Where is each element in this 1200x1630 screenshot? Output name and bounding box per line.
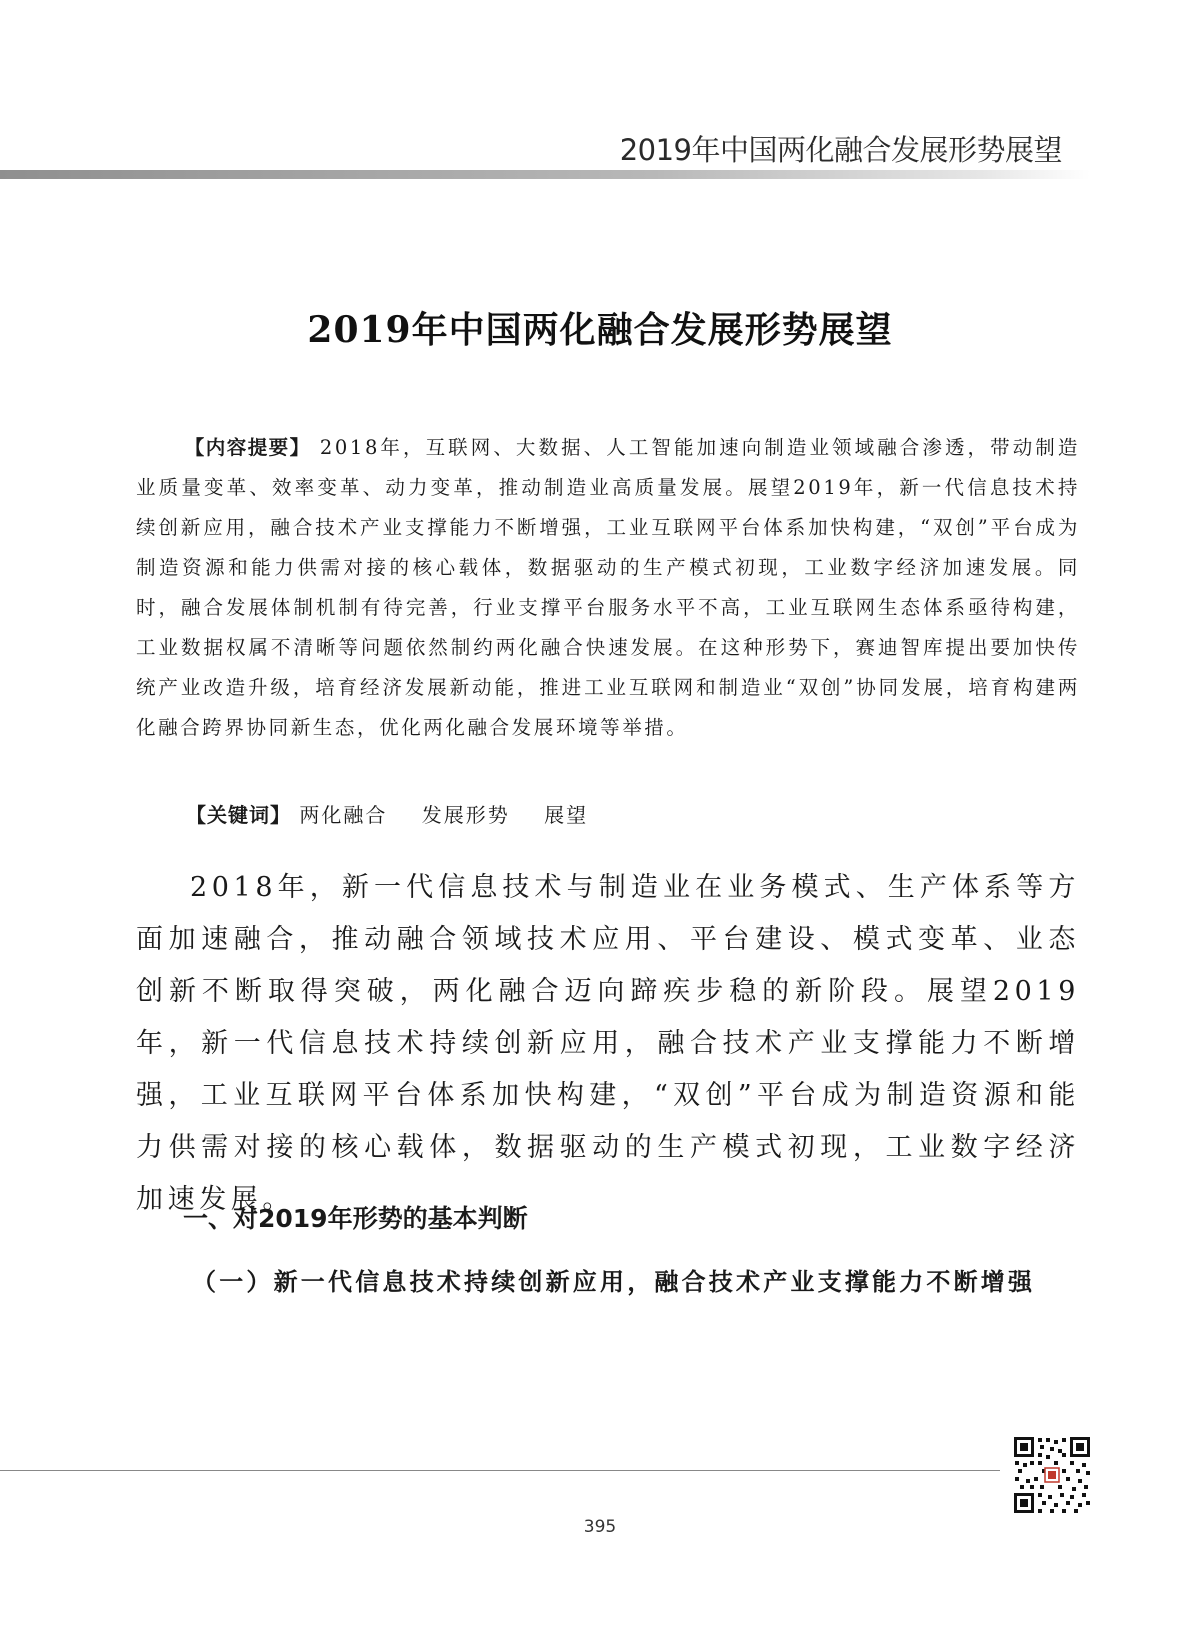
footer-divider <box>0 1470 1000 1471</box>
abstract-text: 2018年，互联网、大数据、人工智能加速向制造业领域融合渗透，带动制造业质量变革、效率变革、动力变革，推动制造业高质量发展。展望2019年，新一代信息技术持续创新应用，融合技术产业支撑能力不断增强，工业互联网平台体系加快构建，“双创”平台成为制造资源和能力供需对接的核心载体，数据驱动的生产模式初现，工业数字经济加速发展。同时，融合发展体制机制有待完善，行业支撑平台服务水平不高，工业互联网生态体系亟待构建，工业数据权属不清晰等问题依然制约两化融合快速发展。在这种形势下，赛迪智库提出要加快传统产业改造升级，培育经济发展新动能，推进工业互联网和制造业“双创”协同发展，培育构建两化融合跨界协同新生态，优化两化融合发展环境等举措。 <box>136 436 1080 739</box>
body-paragraph: 2018年，新一代信息技术与制造业在业务模式、生产体系等方面加速融合，推动融合领域技术应用、平台建设、模式变革、业态创新不断取得突破，两化融合迈向蹄疾步稳的新阶段。展望2019年，新一代信息技术持续创新应用，融合技术产业支撑能力不断增强，工业互联网平台体系加快构建，“双创”平台成为制造资源和能力供需对接的核心载体，数据驱动的生产模式初现，工业数字经济加速发展。 <box>136 872 1080 1215</box>
keywords-line <box>186 795 614 835</box>
subsection-heading: （一）新一代信息技术持续创新应用，融合技术产业支撑能力不断增强 <box>192 1267 1036 1296</box>
header-divider <box>0 170 1090 179</box>
page-number: 395 <box>583 1517 617 1537</box>
keyword-item: 两化融合 <box>299 803 388 827</box>
running-header-title: 2019年中国两化融合发展形势展望 <box>619 133 1062 167</box>
section-heading: 一、对2019年形势的基本判断 <box>183 1204 528 1233</box>
keywords-label: 【关键词】 <box>186 803 291 827</box>
document-title: 2019年中国两化融合发展形势展望 <box>307 309 893 351</box>
abstract-label: 【内容提要】 <box>184 436 311 459</box>
qr-code-icon <box>1012 1435 1092 1515</box>
keyword-item: 展望 <box>544 803 589 827</box>
keyword-item: 发展形势 <box>421 803 510 827</box>
abstract-paragraph <box>136 428 1080 748</box>
